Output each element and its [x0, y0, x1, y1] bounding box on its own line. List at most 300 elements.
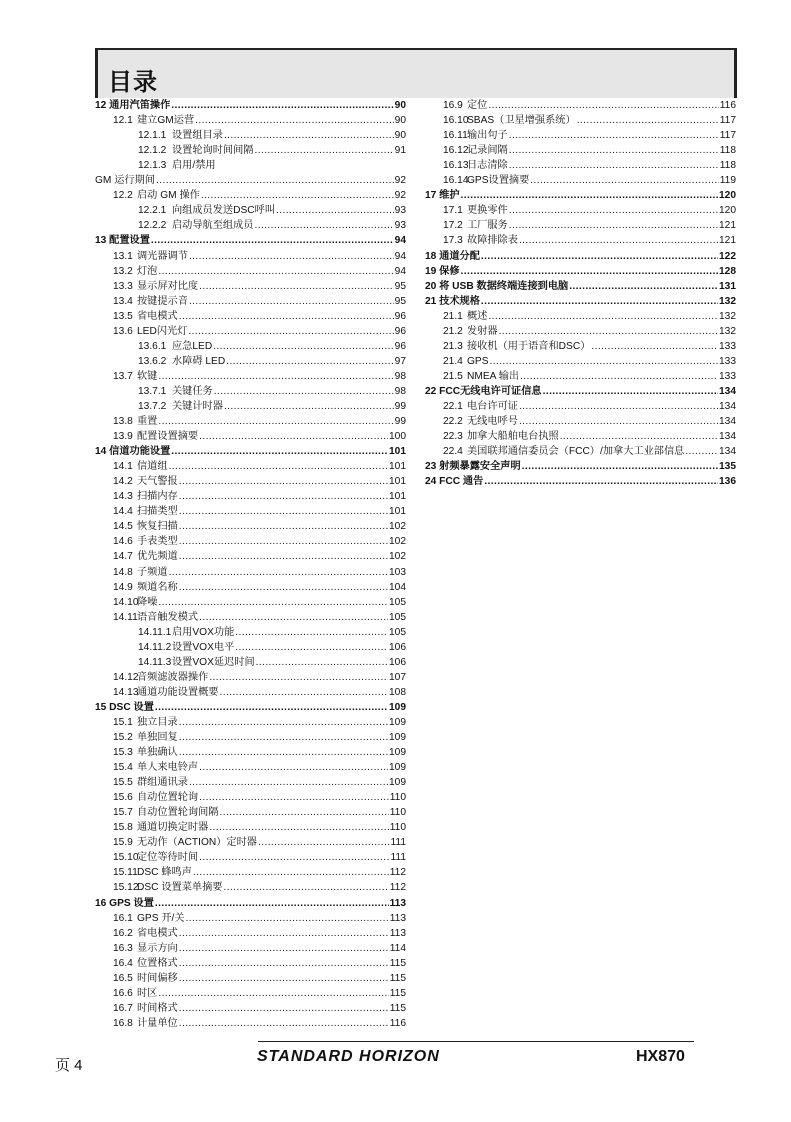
toc-entry-number: 15.1 [113, 716, 133, 728]
toc-entry[interactable] [95, 820, 406, 835]
toc-entry[interactable] [95, 1016, 406, 1031]
toc-entry[interactable] [95, 760, 406, 775]
toc-entry-page: 116 [389, 1017, 406, 1029]
toc-entry[interactable] [95, 143, 406, 158]
toc-entry-title: 天气警报 [137, 476, 178, 488]
toc-entry-page: 119 [719, 175, 736, 187]
toc-entry-title: 18 通道分配 [425, 250, 480, 262]
toc-entry-page: 112 [389, 882, 406, 894]
toc-leader-dots [188, 324, 393, 339]
toc-entry-title: 信道组 [137, 461, 168, 473]
toc-leader-dots [189, 249, 394, 264]
toc-entry-number: 12.2 [113, 190, 133, 202]
toc-leader-dots [235, 625, 388, 640]
toc-entry-number: 15.3 [113, 747, 133, 759]
toc-leader-dots [169, 459, 388, 474]
toc-entry-page: 94 [394, 265, 406, 277]
toc-leader-dots [484, 474, 718, 489]
toc-entry-title: 应急LED [172, 340, 213, 352]
toc-entry[interactable] [95, 835, 406, 850]
toc-entry[interactable] [425, 264, 736, 279]
toc-entry-number: 12.1.1 [138, 130, 167, 142]
toc-entry[interactable] [95, 625, 406, 640]
toc-entry[interactable] [95, 324, 406, 339]
toc-entry-number: 12.2.2 [138, 220, 167, 232]
toc-entry[interactable] [95, 399, 406, 414]
toc-entry-title: 16 GPS 设置 [95, 897, 154, 909]
toc-leader-dots [209, 670, 388, 685]
toc-entry-page: 99 [394, 416, 406, 428]
toc-leader-dots [179, 941, 389, 956]
toc-entry-number: 21.3 [443, 340, 463, 352]
toc-entry[interactable] [95, 188, 406, 203]
toc-entry-page: 121 [719, 220, 736, 232]
toc-entry-page: 100 [389, 431, 406, 443]
toc-entry-page: 102 [389, 551, 406, 563]
toc-entry-title: 软键 [137, 370, 158, 382]
toc-leader-dots [560, 429, 718, 444]
toc-entry[interactable] [95, 790, 406, 805]
toc-leader-dots [209, 820, 388, 835]
toc-entry[interactable] [425, 158, 736, 173]
toc-entry[interactable] [95, 158, 406, 173]
toc-entry[interactable] [95, 564, 406, 579]
toc-entry-title: 时区 [137, 987, 158, 999]
toc-leader-dots [258, 835, 390, 850]
toc-leader-dots [255, 143, 394, 158]
toc-entry[interactable] [95, 98, 406, 113]
toc-entry[interactable] [425, 429, 736, 444]
toc-entry-title: 故障排除表 [467, 235, 518, 247]
toc-entry[interactable] [95, 926, 406, 941]
toc-leader-dots [223, 880, 388, 895]
toc-entry[interactable] [425, 143, 736, 158]
toc-entry-title: 配置设置摘要 [137, 431, 199, 443]
toc-leader-dots [255, 218, 394, 233]
toc-entry-page: 120 [719, 190, 736, 202]
toc-entry-number: 14.13 [113, 686, 139, 698]
toc-entry-number: 14.8 [113, 566, 133, 578]
toc-entry-page: 111 [390, 852, 406, 864]
toc-entry[interactable] [95, 986, 406, 1001]
brand-logo: STANDARD HORIZON [257, 1048, 440, 1065]
toc-entry-title: 按键提示音 [137, 295, 188, 307]
toc-entry[interactable] [425, 113, 736, 128]
toc-leader-dots [519, 233, 718, 248]
toc-entry[interactable] [95, 865, 406, 880]
toc-entry[interactable] [425, 339, 736, 354]
toc-entry-title: 显示方向 [137, 942, 178, 954]
toc-entry-number: 12.1 [113, 115, 133, 127]
toc-entry[interactable] [425, 98, 736, 113]
toc-entry-page: 95 [394, 295, 406, 307]
toc-entry-title: 13 配置设置 [95, 235, 150, 247]
toc-leader-dots [519, 414, 718, 429]
toc-entry[interactable] [95, 1001, 406, 1016]
toc-entry[interactable] [95, 700, 406, 715]
toc-entry[interactable] [95, 670, 406, 685]
toc-entry-number: 14.4 [113, 506, 133, 518]
toc-entry-page: 133 [719, 340, 736, 352]
toc-entry-title: 位置格式 [137, 957, 178, 969]
toc-entry-title: 调光器调节 [137, 250, 188, 262]
toc-entry-title: 设置组目录 [172, 130, 223, 142]
toc-entry[interactable] [425, 203, 736, 218]
toc-entry[interactable] [425, 399, 736, 414]
toc-entry[interactable] [95, 429, 406, 444]
toc-leader-dots [481, 294, 718, 309]
toc-entry[interactable] [95, 971, 406, 986]
toc-entry[interactable] [95, 459, 406, 474]
toc-entry-title: 定位等待时间 [137, 852, 199, 864]
toc-leader-dots [155, 700, 388, 715]
toc-entry-page: 106 [389, 656, 406, 668]
toc-entry-number: 12.2.1 [138, 205, 167, 217]
toc-entry-title: 加拿大船舶电台执照 [467, 431, 559, 443]
toc-leader-dots [276, 203, 394, 218]
toc-leader-dots [195, 113, 393, 128]
toc-entry-number: 16.6 [113, 987, 133, 999]
toc-entry[interactable] [425, 354, 736, 369]
toc-entry[interactable] [425, 218, 736, 233]
toc-entry-title: 定位 [467, 100, 488, 112]
toc-entry-page: 133 [719, 355, 736, 367]
toc-entry[interactable] [95, 956, 406, 971]
toc-entry-page: 90 [394, 100, 406, 112]
toc-leader-dots [224, 399, 394, 414]
toc-entry-title: 关键任务 [172, 385, 213, 397]
toc-leader-dots [158, 264, 393, 279]
toc-leader-dots [171, 98, 393, 113]
toc-entry-title: DSC 蜂鸣声 [137, 867, 192, 879]
toc-entry-page: 93 [394, 205, 406, 217]
toc-entry-number: 16.12 [443, 145, 469, 157]
toc-entry-page: 134 [719, 385, 736, 397]
toc-entry-title: 单人来电铃声 [137, 762, 199, 774]
toc-entry[interactable] [95, 489, 406, 504]
toc-entry-page: 110 [389, 792, 406, 804]
toc-entry-title: 音频滤波器操作 [137, 671, 209, 683]
toc-entry-number: 17.1 [443, 205, 463, 217]
toc-entry-page: 91 [394, 145, 406, 157]
toc-entry-title: 扫描类型 [137, 506, 178, 518]
toc-entry-title: 记录间隔 [467, 145, 508, 157]
toc-entry-number: 13.1 [113, 250, 133, 262]
toc-entry[interactable] [95, 384, 406, 399]
toc-entry-title: 启用VOX功能 [172, 626, 235, 638]
toc-entry[interactable] [95, 595, 406, 610]
toc-entry-page: 134 [719, 431, 736, 443]
toc-entry-title: 时间偏移 [137, 972, 178, 984]
toc-entry[interactable] [95, 745, 406, 760]
toc-entry[interactable] [95, 941, 406, 956]
toc-entry-title: 关键计时器 [172, 400, 223, 412]
toc-leader-dots [509, 143, 719, 158]
toc-entry[interactable] [95, 805, 406, 820]
toc-leader-dots [199, 790, 389, 805]
toc-entry-title: 21 技术规格 [425, 295, 480, 307]
toc-leader-dots [186, 911, 389, 926]
toc-entry[interactable] [425, 459, 736, 474]
toc-entry-number: 15.5 [113, 777, 133, 789]
toc-leader-dots [158, 414, 393, 429]
toc-entry-number: 13.7 [113, 370, 133, 382]
toc-entry-title: 日志清除 [467, 160, 508, 172]
toc-entry[interactable] [95, 248, 406, 263]
toc-entry-number: 16.8 [113, 1017, 133, 1029]
toc-entry-title: GM 运行期间 [95, 175, 155, 187]
toc-leader-dots [591, 339, 718, 354]
toc-entry-title: 显示屏对比度 [137, 280, 199, 292]
toc-entry-number: 14.11.2 [138, 641, 172, 653]
toc-leader-dots [179, 549, 388, 564]
toc-entry-page: 104 [389, 581, 406, 593]
toc-entry-number: 16.11 [443, 130, 468, 142]
toc-entry-page: 109 [389, 762, 406, 774]
toc-entry[interactable] [425, 414, 736, 429]
toc-entry-page: 105 [389, 626, 406, 638]
toc-leader-dots [171, 444, 388, 459]
toc-entry[interactable] [425, 309, 736, 324]
toc-entry-number: 15.4 [113, 762, 133, 774]
toc-entry[interactable] [95, 534, 406, 549]
toc-entry[interactable] [95, 203, 406, 218]
toc-entry-title: 恢复扫描 [137, 521, 178, 533]
toc-entry-page: 109 [389, 777, 406, 789]
toc-entry[interactable] [95, 354, 406, 369]
toc-entry-number: 13.3 [113, 280, 133, 292]
toc-entry[interactable] [95, 113, 406, 128]
toc-entry-page: 105 [389, 611, 406, 623]
toc-entry-title: 群组通讯录 [137, 777, 188, 789]
toc-entry-title: 通道切换定时器 [137, 822, 209, 834]
toc-entry-page: 132 [719, 310, 736, 322]
toc-entry[interactable] [425, 248, 736, 263]
toc-entry-page: 134 [719, 446, 736, 458]
toc-entry-title: 美国联邦通信委员会（FCC）/加拿大工业部信息 [467, 446, 685, 458]
toc-entry[interactable] [425, 384, 736, 399]
toc-leader-dots [509, 128, 719, 143]
toc-entry[interactable] [95, 339, 406, 354]
toc-entry-number: 22.2 [443, 416, 463, 428]
toc-leader-dots [214, 384, 394, 399]
toc-entry[interactable] [95, 128, 406, 143]
toc-entry-number: 16.2 [113, 927, 133, 939]
toc-entry[interactable] [425, 474, 736, 489]
toc-entry[interactable] [95, 730, 406, 745]
toc-entry-page: 133 [719, 370, 736, 382]
toc-entry-page: 107 [389, 671, 406, 683]
toc-entry-page: 116 [719, 100, 736, 112]
toc-entry-title: 接收机（用于语音和DSC） [467, 340, 591, 352]
toc-entry-page: 117 [719, 115, 736, 127]
toc-entry[interactable] [95, 640, 406, 655]
toc-entry[interactable] [95, 880, 406, 895]
toc-entry[interactable] [95, 264, 406, 279]
toc-entry-title: 扫描内存 [137, 491, 178, 503]
toc-entry-number: 13.7.1 [138, 385, 167, 397]
toc-entry-page: 99 [394, 400, 406, 412]
toc-entry[interactable] [95, 444, 406, 459]
toc-entry-page: 115 [389, 987, 406, 999]
toc-entry[interactable] [95, 685, 406, 700]
toc-entry-number: 22.3 [443, 431, 463, 443]
toc-leader-dots [461, 188, 718, 203]
toc-entry-page: 103 [389, 566, 406, 578]
toc-entry-title: 自动位置轮询间隔 [137, 807, 219, 819]
toc-entry[interactable] [95, 775, 406, 790]
toc-entry-title: LED闪光灯 [137, 325, 188, 337]
footer-divider [258, 1041, 694, 1042]
toc-entry-number: 21.1 [443, 310, 463, 322]
toc-entry[interactable] [95, 233, 406, 248]
toc-entry[interactable] [95, 549, 406, 564]
toc-leader-dots [189, 775, 388, 790]
toc-entry-page: 96 [394, 325, 406, 337]
toc-entry-page: 93 [394, 220, 406, 232]
toc-leader-dots [158, 595, 388, 610]
toc-column-right [425, 98, 736, 489]
toc-entry-title: 自动位置轮询 [137, 792, 199, 804]
toc-entry-title: 降噪 [137, 596, 158, 608]
toc-leader-dots [509, 203, 718, 218]
toc-entry[interactable] [425, 173, 736, 188]
toc-entry-number: 16.5 [113, 972, 133, 984]
toc-entry-page: 102 [389, 521, 406, 533]
toc-entry-title: 优先频道 [137, 551, 178, 563]
toc-leader-dots [179, 1001, 389, 1016]
toc-entry-number: 22.1 [443, 400, 463, 412]
toc-leader-dots [461, 264, 718, 279]
toc-entry-title: 17 维护 [425, 190, 460, 202]
toc-leader-dots [235, 640, 388, 655]
toc-entry-page: 117 [719, 130, 736, 142]
toc-entry-title: 时间格式 [137, 1002, 178, 1014]
toc-leader-dots [179, 519, 388, 534]
toc-entry-page: 115 [389, 957, 406, 969]
toc-entry[interactable] [425, 324, 736, 339]
toc-entry-number: 13.6.2 [138, 355, 167, 367]
toc-leader-dots [481, 249, 718, 264]
toc-entry-number: 15.10 [113, 852, 139, 864]
toc-entry[interactable] [95, 173, 406, 188]
toc-entry-title: 语音触发模式 [137, 611, 199, 623]
toc-entry[interactable] [95, 519, 406, 534]
toc-leader-dots [488, 98, 718, 113]
toc-entry-page: 132 [719, 295, 736, 307]
toc-entry[interactable] [95, 911, 406, 926]
toc-entry-page: 132 [719, 325, 736, 337]
toc-leader-dots [179, 1016, 389, 1031]
toc-entry-page: 92 [394, 175, 406, 187]
toc-leader-dots [179, 971, 389, 986]
toc-leader-dots [193, 865, 389, 880]
toc-entry-number: 16.9 [443, 100, 463, 112]
toc-entry[interactable] [95, 294, 406, 309]
toc-entry-page: 101 [389, 506, 406, 518]
toc-entry-title: 19 保修 [425, 265, 460, 277]
toc-entry-number: 15.11 [113, 867, 138, 879]
toc-entry[interactable] [425, 369, 736, 384]
toc-leader-dots [155, 896, 389, 911]
footer-page-number: 页 4 [55, 1057, 83, 1074]
toc-leader-dots [685, 444, 718, 459]
toc-entry-number: 13.7.2 [138, 400, 167, 412]
toc-entry-title: 省电模式 [137, 310, 178, 322]
toc-leader-dots [179, 489, 388, 504]
toc-entry[interactable] [95, 309, 406, 324]
toc-entry-number: 14.11.3 [138, 656, 172, 668]
toc-entry[interactable] [425, 279, 736, 294]
toc-entry-page: 108 [389, 686, 406, 698]
toc-entry[interactable] [95, 610, 406, 625]
toc-entry-page: 110 [389, 822, 406, 834]
toc-entry[interactable] [95, 715, 406, 730]
toc-entry-title: 输出句子 [467, 130, 508, 142]
toc-entry-page: 136 [719, 476, 736, 488]
toc-entry[interactable] [425, 128, 736, 143]
toc-entry-page: 110 [389, 807, 406, 819]
toc-leader-dots [530, 173, 718, 188]
toc-entry-number: 14.10 [113, 596, 139, 608]
model-name: HX870 [636, 1048, 685, 1065]
toc-entry[interactable] [425, 188, 736, 203]
toc-entry[interactable] [95, 218, 406, 233]
toc-entry[interactable] [95, 504, 406, 519]
toc-entry[interactable] [95, 414, 406, 429]
toc-entry-title: 设置VOX电平 [172, 641, 235, 653]
toc-entry-page: 114 [389, 942, 406, 954]
toc-leader-dots [199, 760, 388, 775]
toc-entry[interactable] [95, 369, 406, 384]
toc-entry-title: 发射器 [467, 325, 498, 337]
toc-entry-page: 101 [389, 446, 406, 458]
toc-entry-title: 独立目录 [137, 716, 178, 728]
toc-entry-title: 12 通用汽笛操作 [95, 100, 171, 112]
toc-entry-title: 24 FCC 通告 [425, 476, 484, 488]
toc-entry[interactable] [95, 655, 406, 670]
toc-entry-title: 手表类型 [137, 536, 178, 548]
toc-leader-dots [179, 504, 388, 519]
toc-entry[interactable] [425, 294, 736, 309]
toc-entry-title: 20 将 USB 数据终端连接到电脑 [425, 280, 569, 292]
toc-entry[interactable] [95, 474, 406, 489]
toc-leader-dots [199, 429, 388, 444]
toc-entry-number: 15.8 [113, 822, 133, 834]
toc-leader-dots [179, 580, 388, 595]
toc-entry-number: 13.9 [113, 431, 133, 443]
toc-entry[interactable] [425, 444, 736, 459]
toc-entry[interactable] [95, 850, 406, 865]
toc-entry-number: 16.4 [113, 957, 133, 969]
toc-entry-page: 94 [394, 235, 406, 247]
toc-entry-page: 109 [389, 747, 406, 759]
toc-leader-dots [151, 233, 394, 248]
toc-entry[interactable] [95, 895, 406, 910]
toc-entry-title: 无动作（ACTION）定时器 [137, 837, 257, 849]
toc-entry[interactable] [95, 580, 406, 595]
toc-leader-dots [224, 128, 394, 143]
toc-entry-title: 启用/禁用 [172, 160, 216, 172]
toc-entry[interactable] [95, 279, 406, 294]
toc-entry[interactable] [425, 233, 736, 248]
toc-entry-page: 94 [394, 250, 406, 262]
toc-entry-title: 22 FCC无线电许可证信息 [425, 385, 542, 397]
toc-entry-title: 电台许可证 [467, 400, 518, 412]
toc-entry-number: 14.6 [113, 536, 133, 548]
toc-entry-title: 23 射频暴露安全声明 [425, 461, 521, 473]
toc-entry-title: 计量单位 [137, 1017, 178, 1029]
